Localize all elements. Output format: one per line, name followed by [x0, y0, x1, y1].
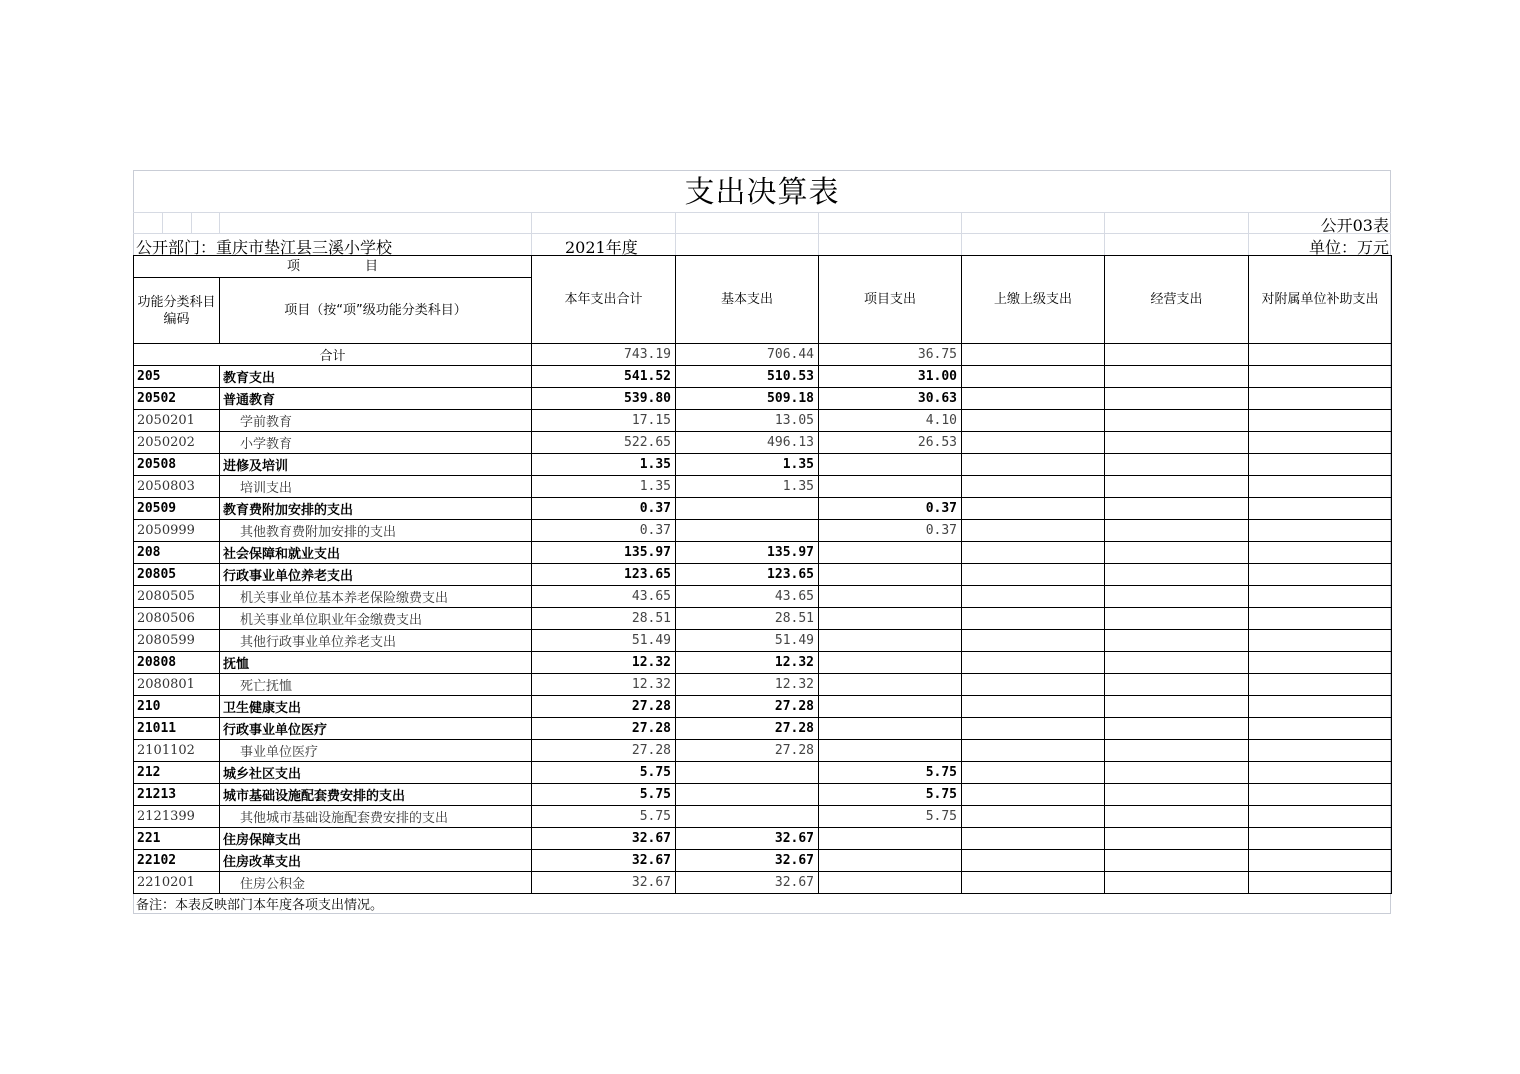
row-total: 32.67: [532, 828, 676, 850]
row-business: [1105, 520, 1249, 542]
row-subsidy: [1249, 652, 1392, 674]
year-label: 2021年度: [565, 238, 638, 257]
row-basic: 12.32: [676, 652, 819, 674]
row-basic: 32.67: [676, 872, 819, 894]
row-total: 123.65: [532, 564, 676, 586]
gridline: [133, 233, 1391, 234]
row-project: 30.63: [819, 388, 962, 410]
row-project: [819, 586, 962, 608]
row-name: 教育支出: [220, 366, 532, 388]
gridline: [675, 212, 676, 255]
row-upper: [962, 520, 1105, 542]
row-name: 卫生健康支出: [220, 696, 532, 718]
gridline: [818, 212, 819, 255]
gridline: [133, 212, 1391, 213]
department-label: 公开部门：重庆市垫江县三溪小学校: [136, 238, 393, 257]
row-basic: [676, 806, 819, 828]
row-upper: [962, 784, 1105, 806]
table-row: [134, 388, 1392, 410]
row-business: [1105, 718, 1249, 740]
row-total: 522.65: [532, 432, 676, 454]
row-code: 2121399: [134, 806, 220, 828]
row-upper: [962, 498, 1105, 520]
row-code: 212: [134, 762, 220, 784]
row-code: 2050201: [134, 410, 220, 432]
total-project: 36.75: [819, 344, 962, 366]
row-name: 事业单位医疗: [220, 740, 532, 762]
row-code: 2050803: [134, 476, 220, 498]
expenditure-table: [133, 255, 1392, 894]
row-subsidy: [1249, 630, 1392, 652]
row-upper: [962, 850, 1105, 872]
table-row: [134, 498, 1392, 520]
row-business: [1105, 630, 1249, 652]
total-total: 743.19: [532, 344, 676, 366]
total-basic: 706.44: [676, 344, 819, 366]
row-subsidy: [1249, 806, 1392, 828]
row-business: [1105, 410, 1249, 432]
row-name: 行政事业单位医疗: [220, 718, 532, 740]
row-subsidy: [1249, 586, 1392, 608]
row-upper: [962, 432, 1105, 454]
gridline: [531, 212, 532, 255]
table-row: [134, 674, 1392, 696]
row-total: 43.65: [532, 586, 676, 608]
row-code: 21213: [134, 784, 220, 806]
row-code: 2080505: [134, 586, 220, 608]
row-total: 0.37: [532, 498, 676, 520]
header-name: 项目（按“项”级功能分类科目）: [220, 278, 532, 344]
row-basic: 43.65: [676, 586, 819, 608]
row-upper: [962, 806, 1105, 828]
row-basic: [676, 762, 819, 784]
table-row: [134, 828, 1392, 850]
row-business: [1105, 476, 1249, 498]
row-subsidy: [1249, 498, 1392, 520]
page-title: 支出决算表: [684, 175, 840, 210]
row-name: 普通教育: [220, 388, 532, 410]
row-project: 0.37: [819, 520, 962, 542]
row-name: 学前教育: [220, 410, 532, 432]
row-project: [819, 476, 962, 498]
table-row: [134, 762, 1392, 784]
row-upper: [962, 476, 1105, 498]
row-basic: 27.28: [676, 696, 819, 718]
row-code: 20502: [134, 388, 220, 410]
header-upper: 上缴上级支出: [962, 256, 1105, 344]
row-total: 27.28: [532, 696, 676, 718]
row-upper: [962, 586, 1105, 608]
row-business: [1105, 388, 1249, 410]
row-name: 培训支出: [220, 476, 532, 498]
total-subsidy: [1249, 344, 1392, 366]
row-business: [1105, 850, 1249, 872]
row-name: 行政事业单位养老支出: [220, 564, 532, 586]
row-upper: [962, 652, 1105, 674]
row-basic: 32.67: [676, 850, 819, 872]
table-row: [134, 410, 1392, 432]
row-upper: [962, 696, 1105, 718]
row-business: [1105, 564, 1249, 586]
row-upper: [962, 388, 1105, 410]
row-upper: [962, 872, 1105, 894]
row-project: [819, 828, 962, 850]
gridline: [191, 212, 192, 233]
row-basic: 509.18: [676, 388, 819, 410]
row-total: 5.75: [532, 762, 676, 784]
row-project: [819, 740, 962, 762]
total-row: [134, 344, 1392, 366]
row-total: 1.35: [532, 476, 676, 498]
row-total: 12.32: [532, 652, 676, 674]
row-basic: [676, 520, 819, 542]
row-total: 539.80: [532, 388, 676, 410]
row-total: 27.28: [532, 718, 676, 740]
row-total: 12.32: [532, 674, 676, 696]
row-name: 进修及培训: [220, 454, 532, 476]
row-basic: 135.97: [676, 542, 819, 564]
row-upper: [962, 542, 1105, 564]
row-code: 2080506: [134, 608, 220, 630]
row-total: 5.75: [532, 806, 676, 828]
total-label: 合计: [134, 344, 532, 366]
table-row: [134, 586, 1392, 608]
row-total: 1.35: [532, 454, 676, 476]
row-basic: 1.35: [676, 476, 819, 498]
table-row: [134, 740, 1392, 762]
row-total: 51.49: [532, 630, 676, 652]
row-business: [1105, 432, 1249, 454]
row-business: [1105, 608, 1249, 630]
row-total: 32.67: [532, 872, 676, 894]
row-code: 21011: [134, 718, 220, 740]
row-subsidy: [1249, 410, 1392, 432]
total-business: [1105, 344, 1249, 366]
row-subsidy: [1249, 784, 1392, 806]
row-total: 135.97: [532, 542, 676, 564]
row-basic: 51.49: [676, 630, 819, 652]
row-name: 教育费附加安排的支出: [220, 498, 532, 520]
row-name: 小学教育: [220, 432, 532, 454]
row-business: [1105, 586, 1249, 608]
row-project: 5.75: [819, 762, 962, 784]
row-name: 住房保障支出: [220, 828, 532, 850]
table-row: [134, 454, 1392, 476]
row-total: 27.28: [532, 740, 676, 762]
row-project: [819, 454, 962, 476]
table-row: [134, 542, 1392, 564]
row-upper: [962, 762, 1105, 784]
row-total: 5.75: [532, 784, 676, 806]
table-row: [134, 718, 1392, 740]
gridline: [961, 212, 962, 255]
row-code: 221: [134, 828, 220, 850]
row-name: 抚恤: [220, 652, 532, 674]
row-project: 26.53: [819, 432, 962, 454]
table-row: [134, 520, 1392, 542]
row-name: 其他行政事业单位养老支出: [220, 630, 532, 652]
row-upper: [962, 718, 1105, 740]
row-code: 210: [134, 696, 220, 718]
row-upper: [962, 410, 1105, 432]
gridline: [1248, 212, 1249, 255]
row-code: 2080599: [134, 630, 220, 652]
row-project: [819, 696, 962, 718]
row-name: 城乡社区支出: [220, 762, 532, 784]
header-basic: 基本支出: [676, 256, 819, 344]
row-code: 22102: [134, 850, 220, 872]
table-row: [134, 784, 1392, 806]
row-upper: [962, 740, 1105, 762]
row-name: 机关事业单位职业年金缴费支出: [220, 608, 532, 630]
row-name: 其他教育费附加安排的支出: [220, 520, 532, 542]
row-basic: 32.67: [676, 828, 819, 850]
row-project: [819, 630, 962, 652]
row-subsidy: [1249, 762, 1392, 784]
row-subsidy: [1249, 564, 1392, 586]
row-code: 20808: [134, 652, 220, 674]
row-business: [1105, 674, 1249, 696]
row-project: 0.37: [819, 498, 962, 520]
row-subsidy: [1249, 542, 1392, 564]
row-project: [819, 718, 962, 740]
row-subsidy: [1249, 454, 1392, 476]
row-subsidy: [1249, 872, 1392, 894]
table-row: [134, 696, 1392, 718]
row-business: [1105, 366, 1249, 388]
row-basic: 28.51: [676, 608, 819, 630]
table-row: [134, 432, 1392, 454]
row-total: 28.51: [532, 608, 676, 630]
row-upper: [962, 564, 1105, 586]
header-business: 经营支出: [1105, 256, 1249, 344]
row-total: 0.37: [532, 520, 676, 542]
header-subsidy: 对附属单位补助支出: [1249, 256, 1392, 344]
total-upper: [962, 344, 1105, 366]
row-name: 死亡抚恤: [220, 674, 532, 696]
table-row: [134, 872, 1392, 894]
row-upper: [962, 630, 1105, 652]
row-subsidy: [1249, 850, 1392, 872]
row-project: [819, 652, 962, 674]
table-row: [134, 652, 1392, 674]
header-project: 项 目: [134, 256, 532, 278]
row-upper: [962, 828, 1105, 850]
row-code: 205: [134, 366, 220, 388]
row-project: [819, 564, 962, 586]
row-business: [1105, 806, 1249, 828]
gridline: [1104, 212, 1105, 255]
row-basic: 496.13: [676, 432, 819, 454]
row-basic: 510.53: [676, 366, 819, 388]
row-subsidy: [1249, 608, 1392, 630]
gridline: [219, 212, 220, 233]
row-code: 2050999: [134, 520, 220, 542]
gridline: [162, 212, 163, 233]
row-code: 2210201: [134, 872, 220, 894]
row-project: 5.75: [819, 784, 962, 806]
row-code: 2101102: [134, 740, 220, 762]
row-code: 20805: [134, 564, 220, 586]
table-row: [134, 850, 1392, 872]
row-basic: 12.32: [676, 674, 819, 696]
row-total: 17.15: [532, 410, 676, 432]
row-business: [1105, 740, 1249, 762]
row-name: 机关事业单位基本养老保险缴费支出: [220, 586, 532, 608]
table-row: [134, 630, 1392, 652]
header-project-expense: 项目支出: [819, 256, 962, 344]
table-row: [134, 476, 1392, 498]
row-name: 住房改革支出: [220, 850, 532, 872]
row-total: 32.67: [532, 850, 676, 872]
row-basic: 1.35: [676, 454, 819, 476]
header-code: 功能分类科目编码: [134, 278, 220, 344]
row-project: 31.00: [819, 366, 962, 388]
row-code: 208: [134, 542, 220, 564]
row-basic: 27.28: [676, 718, 819, 740]
row-basic: 123.65: [676, 564, 819, 586]
row-name: 社会保障和就业支出: [220, 542, 532, 564]
row-code: 20509: [134, 498, 220, 520]
row-business: [1105, 828, 1249, 850]
row-upper: [962, 608, 1105, 630]
row-basic: 13.05: [676, 410, 819, 432]
row-business: [1105, 872, 1249, 894]
form-number: 公开03表: [1320, 216, 1389, 235]
row-code: 20508: [134, 454, 220, 476]
table-row: [134, 366, 1392, 388]
row-subsidy: [1249, 718, 1392, 740]
table-row: [134, 564, 1392, 586]
row-basic: [676, 784, 819, 806]
unit-label: 单位：万元: [1308, 238, 1389, 257]
row-name: 住房公积金: [220, 872, 532, 894]
row-name: 城市基础设施配套费安排的支出: [220, 784, 532, 806]
row-basic: 27.28: [676, 740, 819, 762]
row-code: 2050202: [134, 432, 220, 454]
row-business: [1105, 784, 1249, 806]
row-project: 5.75: [819, 806, 962, 828]
row-business: [1105, 652, 1249, 674]
row-upper: [962, 366, 1105, 388]
row-subsidy: [1249, 366, 1392, 388]
row-project: [819, 872, 962, 894]
row-business: [1105, 762, 1249, 784]
row-project: [819, 674, 962, 696]
footnote: 备注：本表反映部门本年度各项支出情况。: [136, 898, 384, 913]
row-business: [1105, 542, 1249, 564]
row-subsidy: [1249, 476, 1392, 498]
row-code: 2080801: [134, 674, 220, 696]
row-subsidy: [1249, 696, 1392, 718]
row-subsidy: [1249, 432, 1392, 454]
row-business: [1105, 454, 1249, 476]
row-upper: [962, 674, 1105, 696]
row-subsidy: [1249, 520, 1392, 542]
row-business: [1105, 498, 1249, 520]
row-project: 4.10: [819, 410, 962, 432]
row-project: [819, 608, 962, 630]
table-row: [134, 806, 1392, 828]
row-subsidy: [1249, 674, 1392, 696]
row-business: [1105, 696, 1249, 718]
row-name: 其他城市基础设施配套费安排的支出: [220, 806, 532, 828]
row-subsidy: [1249, 828, 1392, 850]
table-row: [134, 608, 1392, 630]
row-subsidy: [1249, 740, 1392, 762]
header-total: 本年支出合计: [532, 256, 676, 344]
row-project: [819, 542, 962, 564]
row-subsidy: [1249, 388, 1392, 410]
row-total: 541.52: [532, 366, 676, 388]
row-basic: [676, 498, 819, 520]
row-project: [819, 850, 962, 872]
row-upper: [962, 454, 1105, 476]
